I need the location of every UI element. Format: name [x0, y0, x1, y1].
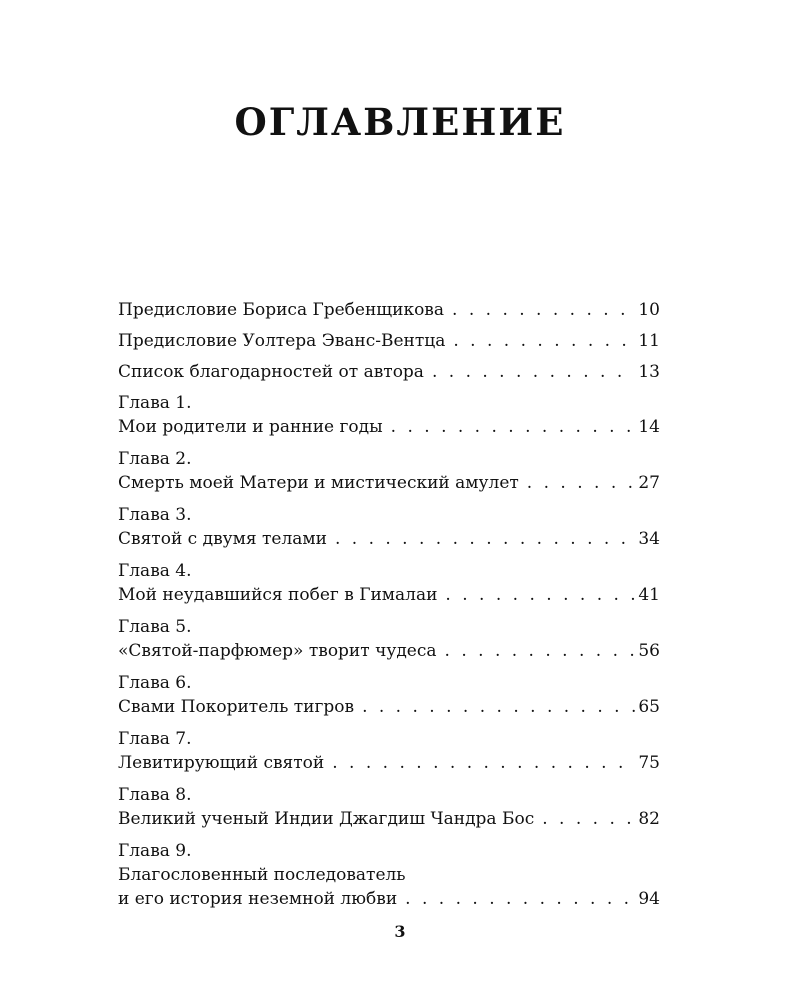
dot-leader — [405, 887, 635, 911]
dot-leader — [391, 415, 636, 439]
dot-leader — [452, 298, 635, 322]
entry-page-number: 27 — [638, 473, 660, 493]
entry-title: Левитирующий святой — [118, 753, 325, 773]
entry-title: «Святой-парфюмер» творит чудеса — [118, 641, 437, 661]
toc-entry — [118, 391, 660, 439]
toc-entry — [118, 839, 660, 911]
toc-line — [118, 751, 660, 775]
toc-entry — [118, 783, 660, 831]
toc-entry — [118, 503, 660, 551]
entry-page-number: 14 — [638, 417, 660, 437]
entry-page-number: 94 — [638, 889, 660, 909]
entry-title: Мой неудавшийся побег в Гималаи — [118, 585, 438, 605]
chapter-label: Глава 2. — [118, 449, 192, 469]
toc-line — [118, 887, 660, 911]
dot-leader — [445, 639, 636, 663]
toc-line — [118, 298, 660, 322]
entry-title: Предисловие Уолтера Эванс-Вентца — [118, 331, 446, 351]
page-number: 3 — [394, 922, 406, 941]
dot-leader — [542, 807, 635, 831]
chapter-label: Глава 6. — [118, 673, 192, 693]
entry-title: Великий ученый Индии Джагдиш Чандра Бос — [118, 809, 535, 829]
dot-leader — [445, 583, 635, 607]
chapter-label: Глава 5. — [118, 617, 192, 637]
entry-title: Свами Покоритель тигров — [118, 697, 355, 717]
entry-page-number: 82 — [638, 809, 660, 829]
toc-line — [118, 583, 660, 607]
chapter-title-line: Благословенный последователь — [118, 865, 406, 885]
entry-title: Смерть моей Матери и мистический амулет — [118, 473, 519, 493]
entry-title: Святой с двумя телами — [118, 529, 327, 549]
chapter-label: Глава 8. — [118, 785, 192, 805]
toc-line — [118, 415, 660, 439]
toc-entry — [118, 329, 660, 353]
entry-title: Мои родители и ранние годы — [118, 417, 383, 437]
entry-page-number: 56 — [638, 641, 660, 661]
toc-line — [118, 527, 660, 551]
dot-leader — [527, 471, 636, 495]
toc-entry — [118, 727, 660, 775]
entry-page-number: 11 — [638, 331, 660, 351]
entry-page-number: 10 — [638, 300, 660, 320]
page-title: ОГЛАВЛЕНИЕ — [234, 100, 566, 144]
toc-line — [118, 639, 660, 663]
toc-entry — [118, 360, 660, 384]
entry-page-number: 75 — [638, 753, 660, 773]
toc-entry — [118, 615, 660, 663]
toc-entry — [118, 447, 660, 495]
chapter-label: Глава 1. — [118, 393, 192, 413]
chapter-label: Глава 4. — [118, 561, 192, 581]
entry-page-number: 65 — [638, 697, 660, 717]
dot-leader — [362, 695, 635, 719]
toc-line — [118, 360, 660, 384]
toc-entry — [118, 671, 660, 719]
toc-line — [118, 807, 660, 831]
dot-leader — [453, 329, 635, 353]
toc-entry — [118, 559, 660, 607]
chapter-label: Глава 3. — [118, 505, 192, 525]
entry-page-number: 34 — [638, 529, 660, 549]
entry-page-number: 41 — [638, 585, 660, 605]
entry-title: Список благодарностей от автора — [118, 362, 424, 382]
entry-page-number: 13 — [638, 362, 660, 382]
chapter-label: Глава 9. — [118, 841, 192, 861]
toc-line — [118, 329, 660, 353]
toc-line — [118, 471, 660, 495]
toc-entry — [118, 298, 660, 322]
toc-line — [118, 695, 660, 719]
dot-leader — [332, 751, 635, 775]
entry-title: Предисловие Бориса Гребенщикова — [118, 300, 445, 320]
chapter-label: Глава 7. — [118, 729, 192, 749]
table-of-contents — [118, 298, 660, 919]
dot-leader — [432, 360, 635, 384]
dot-leader — [335, 527, 635, 551]
entry-title: и его история неземной любви — [118, 889, 398, 909]
